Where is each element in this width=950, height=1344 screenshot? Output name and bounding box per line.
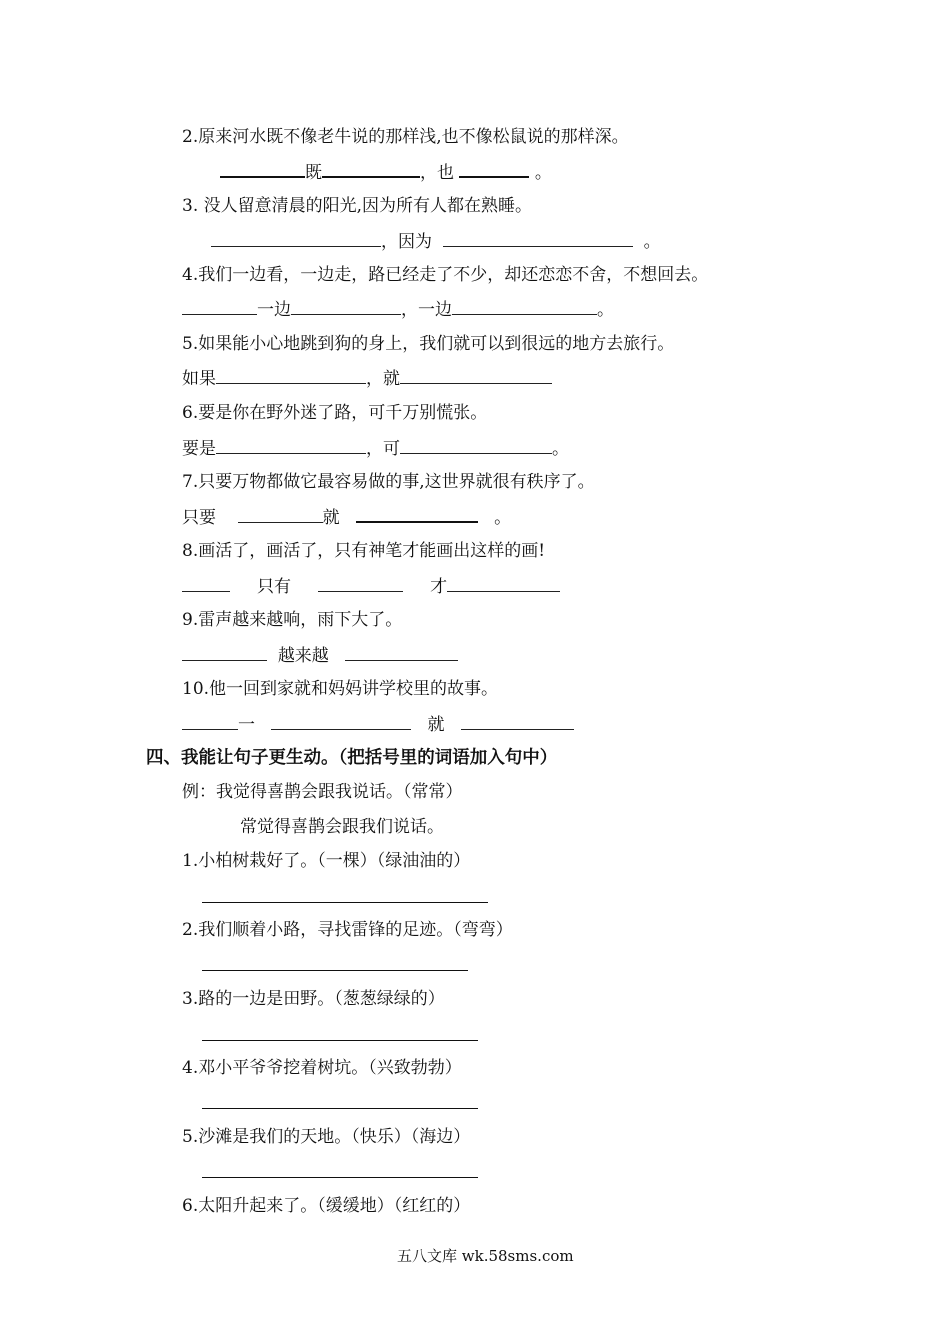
blank[interactable] xyxy=(322,160,420,178)
answer-line-7 xyxy=(182,505,511,529)
blank[interactable] xyxy=(447,575,560,592)
blank[interactable] xyxy=(238,506,323,523)
example-label: 例：我觉得喜鹊会跟我说话。（常常） xyxy=(182,782,463,802)
word: ，因为 xyxy=(381,232,432,252)
answer-line-3 xyxy=(211,230,661,253)
blank[interactable] xyxy=(443,230,633,247)
blank[interactable] xyxy=(182,713,238,730)
item-5: 5.沙滩是我们的天地。（快乐）（海边） xyxy=(182,1127,471,1147)
blank[interactable] xyxy=(461,713,574,730)
word: 越来越 xyxy=(277,646,329,666)
word: 既 xyxy=(305,163,322,183)
blank[interactable] xyxy=(182,575,230,592)
word: 如果 xyxy=(182,369,216,389)
question-10: 10.他一回到家就和妈妈讲学校里的故事。 xyxy=(182,679,499,699)
question-6: 6.要是你在野外迷了路，可千万别慌张。 xyxy=(182,403,488,423)
answer-line-10 xyxy=(182,713,574,736)
word: ，一边 xyxy=(401,300,452,320)
word: 才 xyxy=(430,577,448,597)
word: 只要 xyxy=(182,508,216,528)
punct: 。 xyxy=(597,300,614,320)
punct: 。 xyxy=(494,508,512,528)
punct: 。 xyxy=(643,232,661,252)
blank[interactable] xyxy=(400,367,552,384)
item-1: 1.小柏树栽好了。（一棵）（绿油油的） xyxy=(182,851,471,871)
punct: 。 xyxy=(552,439,569,459)
blank[interactable] xyxy=(356,505,478,523)
question-7: 7.只要万物都做它最容易做的事,这世界就很有秩序了。 xyxy=(182,472,595,492)
word: 要是 xyxy=(182,439,216,459)
word: 一边 xyxy=(257,300,291,320)
question-5: 5.如果能小心地跳到狗的身上，我们就可以到很远的地方去旅行。 xyxy=(182,334,675,354)
word: 只有 xyxy=(257,577,292,597)
blank[interactable] xyxy=(291,298,401,315)
footer-text: 五八文库 wk.58sms.com xyxy=(397,1247,574,1265)
question-4: 4.我们一边看，一边走，路已经走了不少，却还恋恋不舍，不想回去。 xyxy=(182,265,709,285)
answer-line[interactable] xyxy=(202,1177,478,1178)
word: 就 xyxy=(427,715,445,735)
answer-line-2 xyxy=(220,160,552,184)
answer-line[interactable] xyxy=(202,1108,478,1109)
question-3: 3. 没人留意清晨的阳光,因为所有人都在熟睡。 xyxy=(182,196,533,216)
answer-line-5 xyxy=(182,367,552,390)
blank[interactable] xyxy=(318,575,403,592)
answer-line[interactable] xyxy=(202,1040,478,1041)
blank[interactable] xyxy=(216,437,366,454)
blank[interactable] xyxy=(216,367,366,384)
question-2: 2.原来河水既不像老牛说的那样浅,也不像松鼠说的那样深。 xyxy=(182,127,629,147)
blank[interactable] xyxy=(182,298,257,315)
answer-line-4 xyxy=(182,298,614,321)
blank[interactable] xyxy=(452,298,597,315)
question-8: 8.画活了，画活了，只有神笔才能画出这样的画! xyxy=(182,541,546,561)
word: ，也 xyxy=(420,163,454,183)
item-2: 2.我们顺着小路，寻找雷锋的足迹。（弯弯） xyxy=(182,920,513,940)
section-heading: 四、我能让句子更生动。（把括号里的词语加入句中） xyxy=(146,748,558,768)
answer-line[interactable] xyxy=(202,970,468,971)
question-9: 9.雷声越来越响，雨下大了。 xyxy=(182,610,403,630)
item-4: 4.邓小平爷爷挖着树坑。（兴致勃勃） xyxy=(182,1058,462,1078)
blank[interactable] xyxy=(345,644,458,661)
word: 一 xyxy=(238,715,255,735)
blank[interactable] xyxy=(459,160,529,178)
answer-line[interactable] xyxy=(202,902,488,903)
example-answer: 常觉得喜鹊会跟我们说话。 xyxy=(240,817,444,837)
answer-line-6 xyxy=(182,437,569,460)
item-3: 3.路的一边是田野。（葱葱绿绿的） xyxy=(182,989,445,1009)
word: ，就 xyxy=(366,369,400,389)
item-6: 6.太阳升起来了。（缓缓地）（红红的） xyxy=(182,1196,471,1216)
word: 就 xyxy=(322,508,340,528)
blank[interactable] xyxy=(271,713,411,730)
blank[interactable] xyxy=(400,437,552,454)
punct: 。 xyxy=(534,163,552,183)
blank[interactable] xyxy=(211,230,381,247)
answer-line-8 xyxy=(182,575,560,598)
blank[interactable] xyxy=(182,644,267,661)
word: ，可 xyxy=(366,439,400,459)
blank[interactable] xyxy=(220,160,305,178)
answer-line-9 xyxy=(182,644,458,667)
